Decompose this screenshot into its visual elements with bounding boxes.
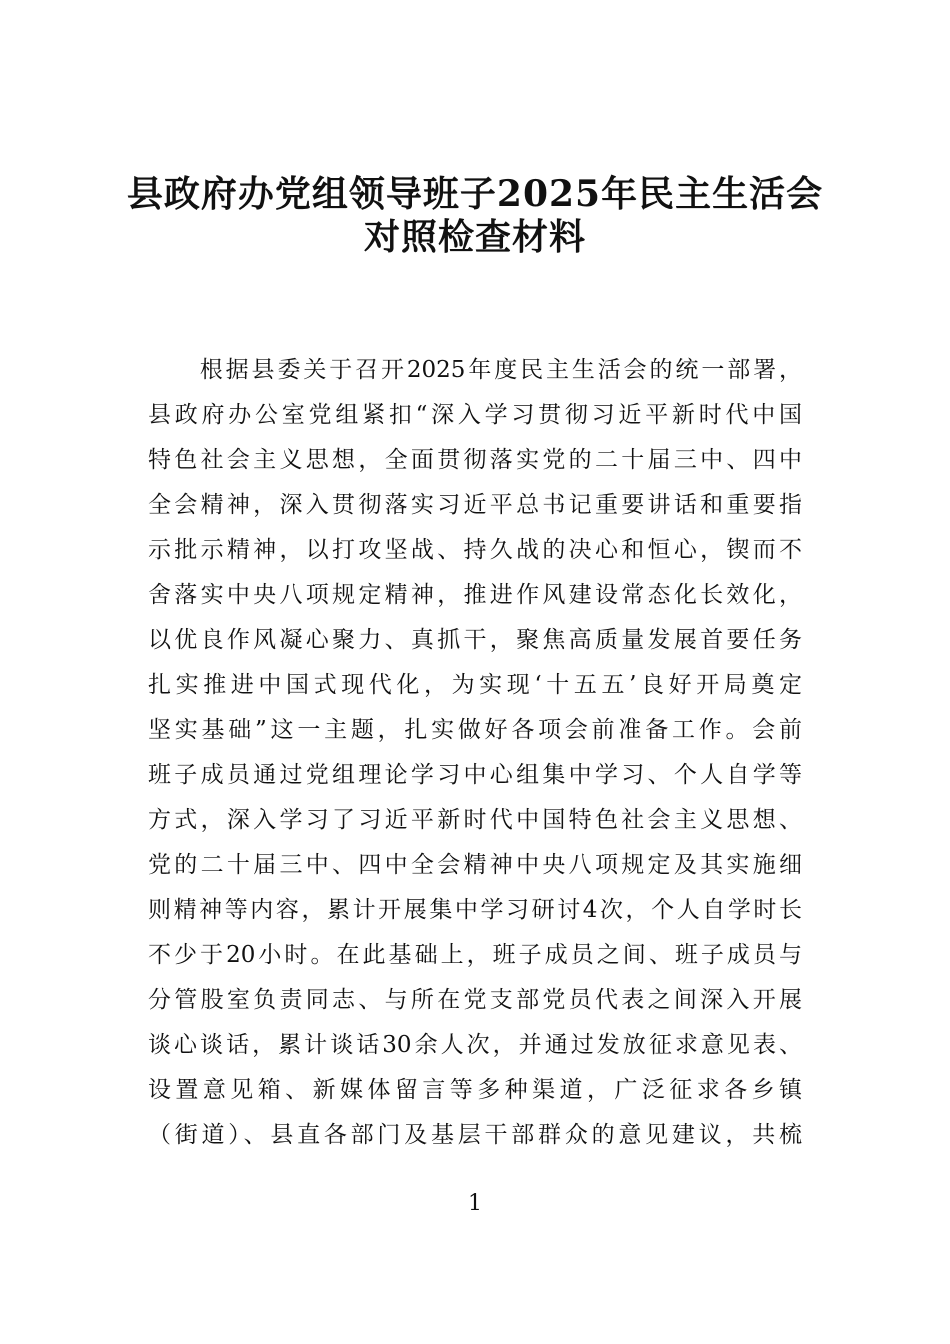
page-number: 1 [468, 1191, 482, 1216]
body-line: 以优良作风凝心聚力、真抓干，聚焦高质量发展首要任务 [148, 627, 802, 653]
document-title-line-2: 对照检查材料 [363, 216, 586, 258]
body-line: 则精神等内容，累计开展集中学习研讨4次，个人自学时长 [148, 897, 802, 923]
body-line: 扎实推进中国式现代化，为实现‘十五五’良好开局奠定 [148, 672, 802, 698]
body-paragraph [148, 348, 802, 1158]
body-line: 示批示精神，以打攻坚战、持久战的决心和恒心，锲而不 [148, 537, 802, 563]
body-line: 全会精神，深入贯彻落实习近平总书记重要讲话和重要指 [148, 492, 802, 518]
body-line: 特色社会主义思想，全面贯彻落实党的二十届三中、四中 [148, 447, 802, 473]
document-title-line-1: 县政府办党组领导班子2025年民主生活会 [126, 173, 824, 215]
body-line: 谈心谈话，累计谈话30余人次，并通过发放征求意见表、 [148, 1032, 802, 1058]
body-line: 县政府办公室党组紧扣“深入学习贯彻习近平新时代中国 [148, 402, 802, 428]
body-line: 舍落实中央八项规定精神，推进作风建设常态化长效化， [148, 582, 802, 608]
body-line: 分管股室负责同志、与所在党支部党员代表之间深入开展 [148, 987, 802, 1013]
body-line: 坚实基础”这一主题，扎实做好各项会前准备工作。会前 [148, 717, 802, 743]
body-line: 党的二十届三中、四中全会精神中央八项规定及其实施细 [148, 852, 802, 878]
body-line: 根据县委关于召开2025年度民主生活会的统一部署， [148, 357, 802, 383]
body-line: 不少于20小时。在此基础上，班子成员之间、班子成员与 [148, 942, 802, 968]
body-line: 班子成员通过党组理论学习中心组集中学习、个人自学等 [148, 762, 802, 788]
body-line: （街道）、县直各部门及基层干部群众的意见建议，共梳 [148, 1122, 802, 1148]
body-line: 方式，深入学习了习近平新时代中国特色社会主义思想、 [148, 807, 802, 833]
body-line: 设置意见箱、新媒体留言等多种渠道，广泛征求各乡镇 [148, 1077, 802, 1103]
